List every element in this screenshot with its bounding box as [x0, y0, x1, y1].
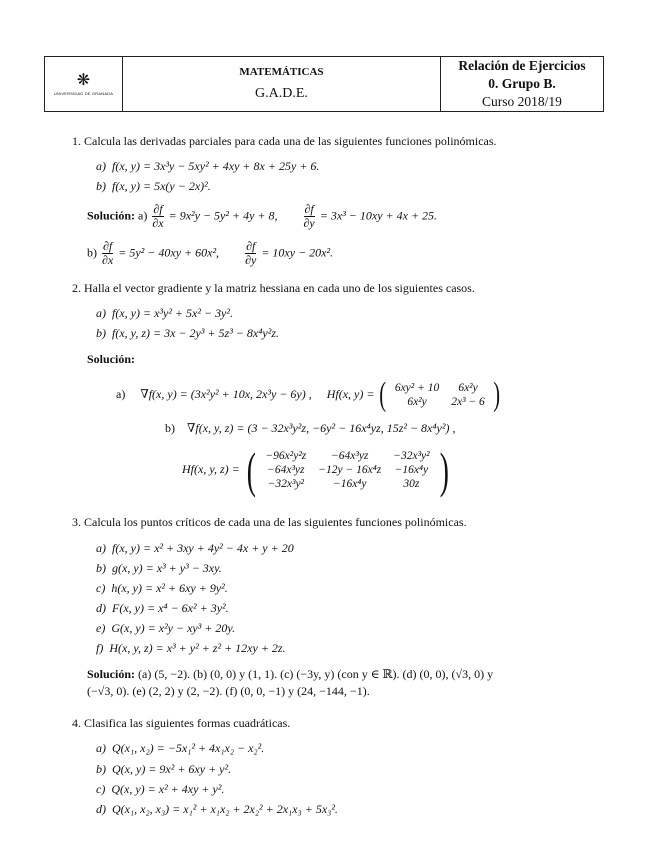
degree-title: G.A.D.E. [255, 86, 308, 101]
exercise-4-item: a) Q(x₁, x₂) = −5x₁² + 4x₁x₂ − x₂². [96, 741, 265, 755]
matrix-cell: 2x³ − 6 [451, 396, 485, 408]
exercise-3-item: b) g(x, y) = x³ + y³ − 3xy. [96, 561, 222, 575]
exercise-1-item-b [96, 179, 211, 194]
exercise-4-item: b) Q(x, y) = 9x² + 6xy + y². [96, 762, 232, 776]
solution-a-dy: = 3x³ − 10xy + 4x + 25. [319, 208, 438, 223]
exercise-3-text: 3. Calcula los puntos críticos de cada una de las siguientes funciones polinómicas. [72, 515, 467, 529]
exercise-2-solution-label: Solución: [87, 352, 136, 366]
exercise-1-solution-a [87, 203, 437, 230]
fraction-df-dx: $\frac{\partial f}{\partial x}$ [102, 239, 114, 267]
course-title: Curso 2018/19 [482, 94, 562, 109]
sheet-title: Relación de Ejercicios [458, 58, 586, 73]
hessian-b-label: Hf(x, y, z) = [182, 461, 240, 476]
header-box [44, 56, 604, 112]
fraction-df-dy: $\frac{\partial f}{\partial y}$ [303, 202, 315, 230]
header-info [441, 57, 603, 111]
matrix-cell: −16x⁴y [394, 464, 429, 476]
exercise-3-solution-line1: Solución: (a) (5, −2). (b) (0, 0) y (1, 1). (c) (−3y, y) (con y ∈ ℝ). (d) (0, 0), (√3, 0) y [87, 667, 494, 681]
solution-b-dy: = 10xy − 20x². [261, 245, 334, 260]
item-expression: f(x, y) = 5x(y − 2x)². [112, 179, 211, 193]
matrix-cell: 6x²y [407, 396, 427, 408]
university-logo [45, 57, 123, 111]
matrix-cell: −96x²y²z [265, 450, 307, 462]
matrix-cell: −32x³y² [267, 478, 305, 490]
exercise-4-item: c) Q(x, y) = x² + 4xy + y². [96, 782, 225, 796]
seal-icon: ❋ [76, 71, 91, 89]
matrix-cell: 6x²y [458, 382, 478, 394]
item-label: b) [96, 179, 106, 193]
header-subject [123, 57, 441, 111]
exercise-2-text: 2. Halla el vector gradiente y la matriz hessiana en cada uno de los siguientes casos. [72, 281, 475, 295]
item-label: a) [96, 159, 106, 173]
gradient-b: ∇f(x, y, z) = (3 − 32x³y²z, −6y² − 16x⁴yz, 15z² − 8x⁴y²) , [187, 421, 456, 435]
solution-part-label: a) [138, 208, 148, 223]
solution-label: Solución: [87, 208, 136, 223]
exercise-1-text: 1. Calcula las derivadas parciales para cada una de las siguientes funciones polinómicas. [72, 134, 497, 148]
solution-part-label: b) [87, 245, 97, 260]
matrix-cell: −12y − 16x⁴z [318, 464, 382, 476]
matrix-cell: 6xy² + 10 [394, 382, 440, 394]
exercise-4-text: 4. Clasifica las siguientes formas cuadráticas. [72, 716, 291, 730]
fraction-df-dx: $\frac{\partial f}{\partial x}$ [152, 202, 164, 230]
exercise-3-item: e) G(x, y) = x²y − xy³ + 20y. [96, 621, 236, 635]
matrix-cell: −64x³yz [331, 450, 369, 462]
item-expression: f(x, y) = 3x³y − 5xy² + 4xy + 8x + 25y + 6. [112, 159, 320, 173]
matrix-cell: 30z [403, 478, 420, 490]
group-title: 0. Grupo B. [488, 76, 556, 91]
solution-b-dx: = 5y² − 40xy + 60x², [118, 245, 220, 260]
exercise-3-item: d) F(x, y) = x⁴ − 6x² + 3y². [96, 601, 229, 615]
exercise-1-solution-b [87, 240, 333, 267]
matrix-cell: −32x³y² [393, 450, 430, 462]
solution-a-dx: = 9x²y − 5y² + 4y + 8, [168, 208, 278, 223]
exercise-3-item: c) h(x, y) = x² + 6xy + 9y². [96, 581, 228, 595]
exercise-3-item: a) f(x, y) = x² + 3xy + 4y² − 4x + y + 20 [96, 541, 294, 555]
exercise-2-solution-b-hessian: Hf(x, y, z) = ( −96x²y²z −64x³yz −32x³y² −64x³yz −12y − 16x⁴z −16x⁴y −32x³y² −16x⁴y 30z ) [182, 442, 449, 498]
matrix-cell: −16x⁴y [332, 478, 367, 490]
exercise-4-item: d) Q(x₁, x₂, x₃) = x₁² + x₁x₂ + 2x₂² + 2x₁x₃ + 5x₃². [96, 802, 338, 816]
exercise-1-item-a [96, 159, 319, 174]
exercise-3-item: f) H(x, y, z) = x³ + y² + z² + 12xy + 2z. [96, 641, 286, 655]
exercise-3-solution-line2: (−√3, 0). (e) (2, 2) y (2, −2). (f) (0, 0, −1) y (24, −144, −1). [87, 684, 370, 698]
matrix-cell: −64x³yz [267, 464, 305, 476]
hessian-a-label: Hf(x, y) = [326, 386, 375, 401]
gradient-a: ∇f(x, y) = (3x²y² + 10x, 2x³y − 6y) , [140, 386, 312, 401]
exercise-2-item-a: a) f(x, y) = x³y² + 5x² − 3y². [96, 306, 233, 320]
logo-caption: UNIVERSIDAD DE GRANADA [53, 90, 114, 96]
exercise-2-solution-b-gradient: b) ∇f(x, y, z) = (3 − 32x³y²z, −6y² − 16x⁴yz, 15z² − 8x⁴y²) , [165, 421, 456, 435]
subject-title: MATEMÁTICAS [239, 66, 324, 78]
fraction-df-dy: $\frac{\partial f}{\partial y}$ [245, 239, 257, 267]
hessian-a-matrix [389, 381, 491, 409]
exercise-2-solution-a: a) ∇f(x, y) = (3x²y² + 10x, 2x³y − 6y) , Hf(x, y) = ( 6xy² + 10 6x²y 6x²y 2x³ − 6 ) [116, 376, 500, 413]
hessian-b-matrix [259, 449, 435, 491]
exercise-2-item-b: b) f(x, y, z) = 3x − 2y³ + 5z³ − 8x⁴y²z. [96, 326, 279, 340]
